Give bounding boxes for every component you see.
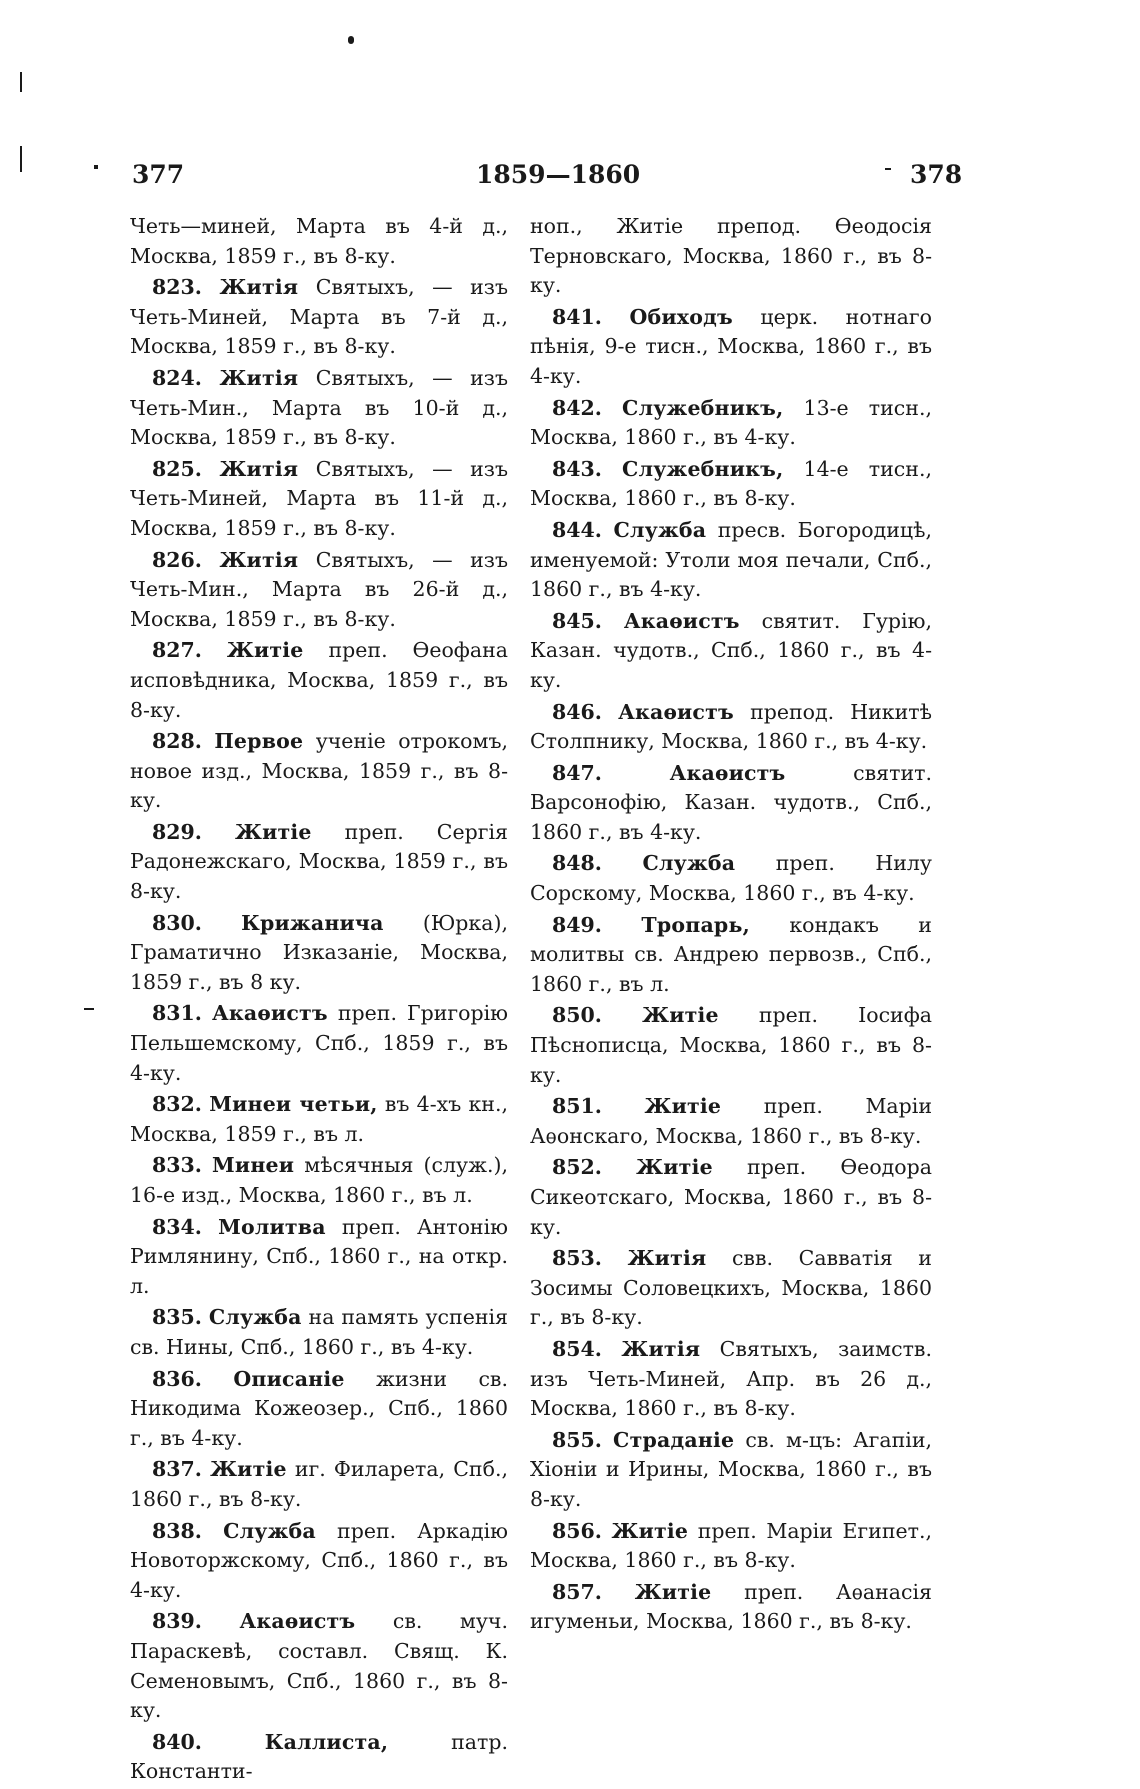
catalog-entry bbox=[130, 546, 508, 635]
entry-number: 851. bbox=[552, 1094, 602, 1119]
entry-number: 855. bbox=[552, 1427, 602, 1452]
entry-text: патр. Константи- bbox=[130, 1729, 508, 1784]
entry-number: 835. bbox=[152, 1305, 202, 1330]
catalog-entry bbox=[530, 1244, 932, 1333]
catalog-entry bbox=[530, 1092, 932, 1151]
entry-list bbox=[130, 273, 508, 1787]
catalog-entry bbox=[530, 698, 932, 757]
entry-text: препод. Никитѣ Столпнику, Москва, 1860 г., въ 4-ку. bbox=[530, 699, 932, 754]
catalog-entry bbox=[530, 1335, 932, 1424]
catalog-entry bbox=[130, 999, 508, 1088]
entry-number: 854. bbox=[552, 1336, 602, 1361]
entry-number: 849. bbox=[552, 912, 602, 937]
entry-title: Минеи bbox=[212, 1153, 295, 1178]
entry-text: Святыхъ, — изъ Четь-Миней, Марта въ 11-й д., Москва, 1859 г., въ 8-ку. bbox=[130, 456, 508, 540]
catalog-entry bbox=[530, 303, 932, 392]
entry-text: въ 4-хъ кн., Москва, 1859 г., въ л. bbox=[130, 1092, 508, 1146]
entry-text: Святыхъ, — изъ Четь-Мин., Марта въ 10-й д., Москва, 1859 г., въ 8-ку. bbox=[130, 365, 508, 450]
entry-text: преп. Маріи Египет., Москва, 1860 г., въ 8-ку. bbox=[530, 1518, 932, 1573]
margin-tick bbox=[84, 1008, 94, 1010]
entry-number: 828. bbox=[152, 729, 202, 754]
entry-text: мѣсячныя (служ.), 16-е изд., Москва, 1860 г., въ л. bbox=[130, 1153, 508, 1207]
entry-text: св. м-цъ: Агапіи, Хіоніи и Ирины, Москва, 1860 г., въ 8-ку. bbox=[530, 1427, 932, 1511]
entry-text: 14-е тисн., Москва, 1860 г., въ 8-ку. bbox=[530, 456, 932, 511]
entry-title: Житіе bbox=[636, 1155, 713, 1180]
entry-number: 823. bbox=[152, 275, 202, 300]
right-page-number: 378 bbox=[910, 160, 963, 189]
entry-number: 837. bbox=[152, 1457, 202, 1482]
entry-text: св. муч. Параскевѣ, составл. Свящ. К. Семеновымъ, Спб., 1860 г., въ 8-ку. bbox=[130, 1609, 508, 1723]
left-page-number: 377 bbox=[132, 160, 185, 189]
entry-title: Житіе bbox=[226, 638, 304, 663]
entry-title: Акаѳистъ bbox=[623, 608, 740, 633]
entry-number: 838. bbox=[152, 1518, 202, 1543]
catalog-entry bbox=[130, 909, 508, 998]
entry-title: Первое bbox=[214, 729, 304, 754]
entry-text: на память успенія св. Нины, Спб., 1860 г., въ 4-ку. bbox=[130, 1305, 508, 1359]
entry-text: кондакъ и молитвы св. Андрею первозв., Спб., 1860 г., въ л. bbox=[530, 912, 932, 996]
entry-title: Описаніе bbox=[233, 1366, 345, 1391]
entry-number: 847. bbox=[552, 760, 602, 785]
catalog-entry bbox=[530, 516, 932, 605]
entry-title: Житіе bbox=[234, 819, 312, 844]
entry-text: Святыхъ, — изъ Четь-Мин., Марта въ 26-й д., Москва, 1859 г., въ 8-ку. bbox=[130, 547, 508, 631]
entry-number: 843. bbox=[552, 456, 602, 481]
entry-text: жизни св. Никодима Кожеозер., Спб., 1860 г., въ 4-ку. bbox=[130, 1366, 508, 1450]
catalog-entry bbox=[530, 1426, 932, 1515]
catalog-entry bbox=[130, 455, 508, 544]
entry-number: 842. bbox=[552, 395, 602, 420]
entry-text: пресв. Богородицѣ, именуемой: Утоли моя печали, Спб., 1860 г., въ 4-ку. bbox=[530, 517, 932, 602]
entry-text: преп. Ѳеофана исповѣдника, Москва, 1859 г., въ 8-ку. bbox=[130, 638, 508, 722]
catalog-entry bbox=[530, 1578, 932, 1637]
entry-title: Крижанича bbox=[241, 910, 384, 935]
entry-number: 829. bbox=[152, 819, 202, 844]
entry-title: Житіе bbox=[210, 1457, 287, 1482]
entry-number: 848. bbox=[552, 851, 602, 876]
catalog-entry bbox=[130, 727, 508, 816]
entry-title: Служба bbox=[208, 1305, 302, 1330]
entry-number: 832. bbox=[152, 1092, 202, 1117]
entry-title: Служба bbox=[642, 851, 736, 876]
entry-number: 839. bbox=[152, 1609, 202, 1634]
catalog-entry bbox=[530, 911, 932, 1000]
entry-title: Житія bbox=[621, 1336, 701, 1361]
catalog-entry bbox=[530, 455, 932, 514]
catalog-entry bbox=[530, 1001, 932, 1090]
entry-text: (Юрка), Граматично Изказаніе, Москва, 1859 г., въ 8 ку. bbox=[130, 910, 508, 994]
catalog-entry bbox=[130, 818, 508, 907]
catalog-entry bbox=[130, 1517, 508, 1606]
entry-text: преп. Ѳеодора Сикеотскаго, Москва, 1860 г., въ 8-ку. bbox=[530, 1155, 932, 1239]
entry-number: 824. bbox=[152, 365, 202, 390]
catalog-entry bbox=[130, 1455, 508, 1514]
entry-number: 830. bbox=[152, 910, 202, 935]
entry-number: 840. bbox=[152, 1729, 202, 1754]
catalog-entry bbox=[530, 394, 932, 453]
entry-text: 13-е тисн., Москва, 1860 г., въ 4-ку. bbox=[530, 395, 932, 450]
entry-title: Минеи четьи, bbox=[209, 1092, 378, 1117]
entry-text: преп. Маріи Аѳонскаго, Москва, 1860 г., въ 8-ку. bbox=[530, 1094, 932, 1148]
entry-text: преп. Антонію Римлянину, Спб., 1860 г., на откр. л. bbox=[130, 1214, 508, 1298]
entry-title: Житіе bbox=[642, 1003, 719, 1028]
entry-title: Житія bbox=[219, 365, 299, 390]
entry-text: святит. Гурію, Казан. чудотв., Спб., 1860 г., въ 4-ку. bbox=[530, 608, 932, 692]
entry-number: 831. bbox=[152, 1001, 202, 1026]
entry-title: Житія bbox=[219, 456, 299, 481]
running-header bbox=[0, 160, 1140, 200]
entry-number: 846. bbox=[552, 699, 602, 724]
header-years: 1859—1860 bbox=[476, 160, 641, 189]
catalog-entry bbox=[530, 759, 932, 848]
entry-title: Акаѳистъ bbox=[618, 699, 734, 724]
entry-text: святит. Варсонофію, Казан. чудотв., Спб., 1860 г., въ 4-ку. bbox=[530, 760, 932, 844]
entry-number: 845. bbox=[552, 608, 602, 633]
entry-title: Молитва bbox=[218, 1214, 326, 1239]
entry-text: Святыхъ, заимств. изъ Четь-Миней, Апр. въ 26 д., Москва, 1860 г., въ 8-ку. bbox=[530, 1336, 932, 1421]
catalog-entry bbox=[130, 1607, 508, 1725]
right-column bbox=[530, 212, 932, 1639]
entry-text: преп. Нилу Сорскому, Москва, 1860 г., въ 4-ку. bbox=[530, 851, 932, 906]
entry-text: иг. Филарета, Спб., 1860 г., въ 8-ку. bbox=[130, 1457, 508, 1511]
entry-title: Житіе bbox=[611, 1518, 689, 1543]
entry-number: 844. bbox=[552, 517, 602, 542]
entry-list bbox=[530, 303, 932, 1637]
entry-text: преп. Григорію Пельшемскому, Спб., 1859 г., въ 4-ку. bbox=[130, 1001, 508, 1085]
entry-title: Служебникъ, bbox=[622, 395, 784, 420]
scan-dot bbox=[348, 36, 354, 44]
entry-text: церк. нотнаго пѣнія, 9-е тисн., Москва, 1860 г., въ 4-ку. bbox=[530, 304, 932, 388]
catalog-entry bbox=[130, 1728, 508, 1787]
margin-line bbox=[20, 72, 22, 92]
left-column bbox=[130, 212, 508, 1789]
entry-title: Житіе bbox=[644, 1094, 722, 1119]
entry-title: Страданіе bbox=[613, 1427, 735, 1452]
catalog-entry bbox=[530, 607, 932, 696]
catalog-entry bbox=[530, 849, 932, 908]
entry-number: 833. bbox=[152, 1153, 202, 1178]
entry-title: Житія bbox=[627, 1246, 707, 1271]
catalog-entry bbox=[130, 1213, 508, 1302]
entry-number: 825. bbox=[152, 456, 202, 481]
entry-number: 827. bbox=[152, 638, 202, 663]
catalog-entry bbox=[130, 1365, 508, 1454]
entry-title: Акаѳистъ bbox=[211, 1001, 328, 1026]
entry-number: 853. bbox=[552, 1246, 602, 1271]
entry-number: 836. bbox=[152, 1366, 202, 1391]
catalog-entry bbox=[130, 364, 508, 453]
entry-number: 852. bbox=[552, 1155, 602, 1180]
entry-title: Акаѳистъ bbox=[669, 760, 786, 785]
catalog-entry bbox=[130, 1303, 508, 1362]
entry-title: Акаѳистъ bbox=[239, 1609, 356, 1634]
catalog-entry bbox=[530, 1517, 932, 1576]
entry-title: Каллиста, bbox=[264, 1729, 389, 1754]
entry-number: 856. bbox=[552, 1518, 602, 1543]
entry-title: Житіе bbox=[634, 1579, 712, 1604]
continuation-text: ноп., Житіе препод. Ѳеодосія Терновскаго, Москва, 1860 г., въ 8-ку. bbox=[530, 214, 932, 298]
continuation-text: Четь—миней, Марта въ 4-й д., Москва, 1859 г., въ 8-ку. bbox=[130, 214, 508, 268]
catalog-entry bbox=[130, 1151, 508, 1210]
entry-number: 857. bbox=[552, 1579, 602, 1604]
entry-text: ученіе отрокомъ, новое изд., Москва, 1859 г., въ 8-ку. bbox=[130, 729, 508, 813]
catalog-entry bbox=[130, 1090, 508, 1149]
entry-number: 850. bbox=[552, 1003, 602, 1028]
entry-number: 834. bbox=[152, 1214, 202, 1239]
entry-text: преп. Аркадію Новоторжскому, Спб., 1860 г., въ 4-ку. bbox=[130, 1518, 508, 1602]
entry-text: преп. Сергія Радонежскаго, Москва, 1859 г., въ 8-ку. bbox=[130, 819, 508, 904]
entry-number: 841. bbox=[552, 304, 602, 329]
entry-title: Житія bbox=[219, 547, 299, 572]
entry-title: Обиходъ bbox=[629, 304, 733, 329]
entry-text: свв. Савватія и Зосимы Соловецкихъ, Москва, 1860 г., въ 8-ку. bbox=[530, 1246, 932, 1330]
entry-title: Служба bbox=[613, 517, 707, 542]
entry-text: преп. Аѳанасія игуменьи, Москва, 1860 г., въ 8-ку. bbox=[530, 1579, 932, 1634]
catalog-entry bbox=[530, 1153, 932, 1242]
catalog-entry bbox=[130, 636, 508, 725]
entry-title: Житія bbox=[219, 275, 299, 300]
entry-number: 826. bbox=[152, 547, 202, 572]
entry-title: Тропарь, bbox=[641, 912, 750, 937]
entry-text: Святыхъ, — изъ Четь-Миней, Марта въ 7-й д., Москва, 1859 г., въ 8-ку. bbox=[130, 275, 508, 359]
catalog-entry bbox=[130, 273, 508, 362]
entry-title: Служебникъ, bbox=[622, 456, 784, 481]
entry-text: преп. Іосифа Пѣснописца, Москва, 1860 г., въ 8-ку. bbox=[530, 1003, 932, 1087]
entry-title: Служба bbox=[223, 1518, 316, 1543]
